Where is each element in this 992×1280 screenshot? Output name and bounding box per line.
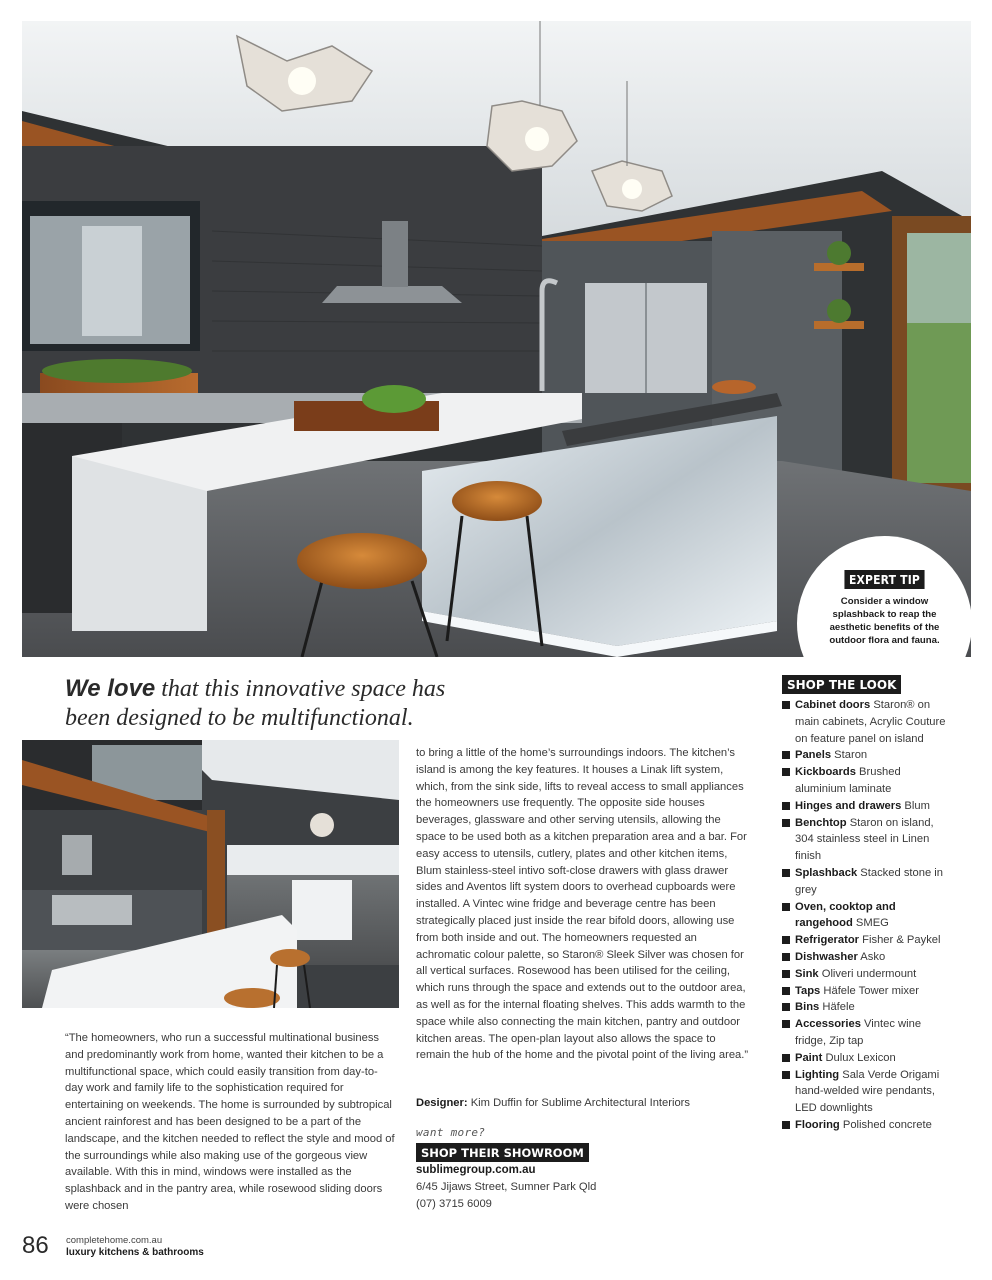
list-item: [781, 983, 951, 1000]
item-detail: Stacked stone in grey: [795, 866, 944, 896]
item-detail: Sala Verde Origami hand-welded wire pendants, LED downlights: [795, 1068, 940, 1115]
secondary-photo-illustration: [22, 740, 399, 1008]
list-item: [781, 865, 951, 899]
expert-tip-label: EXPERT TIP: [844, 570, 924, 589]
pull-quote: [65, 674, 485, 733]
shop-showroom-label: SHOP THEIR SHOWROOM: [416, 1143, 589, 1162]
item-detail: Fisher & Paykel: [859, 934, 941, 947]
item-term: Paint: [795, 1051, 823, 1064]
list-item: [781, 1117, 951, 1134]
showroom-address: 6/45 Jijaws Street, Sumner Park Qld: [416, 1181, 597, 1193]
list-item: [781, 747, 951, 764]
item-detail: Asko: [857, 950, 886, 963]
list-item: [781, 1067, 951, 1117]
item-term: Refrigerator: [795, 934, 860, 947]
shop-the-look-list: [781, 697, 951, 1134]
list-item: [781, 932, 951, 949]
item-detail: Staron on island, 304 stainless steel in Linen finish: [795, 816, 934, 863]
showroom-phone: (07) 3715 6009: [416, 1198, 492, 1210]
item-term: Taps: [795, 984, 821, 997]
item-detail: Vintec wine fridge, Zip tap: [795, 1018, 922, 1047]
list-item: [781, 949, 951, 966]
page-number: 86: [22, 1232, 49, 1259]
hero-photo: [22, 21, 971, 657]
item-term: Benchtop: [795, 816, 847, 829]
list-item: [781, 999, 951, 1016]
designer-credit: [416, 1097, 690, 1109]
footer-magazine-title: luxury kitchens & bathrooms: [66, 1247, 204, 1258]
item-term: Dishwasher: [795, 950, 858, 963]
secondary-photo: [22, 740, 399, 1008]
item-detail: Staron: [831, 749, 868, 762]
item-term: Lighting: [795, 1068, 840, 1081]
item-detail: Polished concrete: [839, 1118, 932, 1131]
item-detail: Häfele: [819, 1001, 855, 1014]
item-detail: Dulux Lexicon: [822, 1051, 896, 1064]
item-detail: Oliveri undermount: [818, 967, 917, 980]
list-item: [781, 1050, 951, 1067]
article-column-1: “The homeowners, who run a successful multinational business and predominantly work from home, wanted their kitchen to be a multifunctional space, which could easily transition from day-to-day work and family life to the sophistication required for entertaining on weekends. The home is surrounded by subtropical ancient rainforest and has been designed to be a part of the landscape, and the kitchen needed to reflect the style and mood of the surroundings while also making use of the gorgeous view available. With this in mind, windows were installed as the splashback and in the pantry area, while rosewood sliding doors were chosen: [65, 1032, 395, 1212]
item-term: Splashback: [795, 866, 858, 879]
article-column-2: to bring a little of the home’s surroundings indoors. The kitchen’s island is among the key features. It houses a Linak lift system, which, from the sink side, lifts to reveal access to small appliances the homeowners use frequently. The opposite side houses beverages, glassware and other serving utensils, allowing the space to be used both as a kitchen preparation area and a bar. For easy access to utensils, cutlery, plates and other kitchen items, Blum stainless-steel intivo soft-close drawers with glass drawer sides and Aventos lift system doors to overhead cupboards were installed. A Vintec wine fridge and beverage centre has been strategically placed just inside the rear bifold doors, allowing use from both inside and out. The homeowners requested an achromatic colour palette, so Staron® Sleek Silver was chosen for all vertical surfaces. Rosewood has been utilised for the ceiling, which runs through the space and extends out to the outdoor area, as well as for the internal floating shelves. This adds warmth to the space while also connecting the main kitchen, pantry and outdoor kitchen areas. The open-plan layout also allows the space to remain the hub of the home and the pivotal point of the living area.”: [416, 747, 749, 1062]
item-detail: Brushed aluminium laminate: [795, 766, 901, 795]
pull-quote-emphasis: We love: [65, 675, 156, 702]
pull-quote-text: that this innovative space has been designed to be multifunctional.: [65, 676, 446, 731]
item-term: Kickboards: [795, 766, 856, 779]
item-detail: Blum: [901, 799, 930, 812]
list-item: [781, 815, 951, 865]
item-term: Cabinet doors: [795, 699, 871, 711]
item-term: Accessories: [795, 1018, 861, 1031]
item-term: Sink: [795, 967, 819, 980]
item-detail: Staron® on main cabinets, Acrylic Couture on feature panel on island: [795, 699, 946, 745]
designer-value: Kim Duffin for Sublime Architectural Interiors: [467, 1097, 690, 1109]
item-detail: Häfele Tower mixer: [820, 984, 919, 997]
expert-tip-text: Consider a window splashback to reap the aesthetic benefits of the outdoor flora and fauna.: [829, 596, 940, 646]
item-term: Bins: [795, 1001, 820, 1014]
shop-the-look-label: SHOP THE LOOK: [782, 675, 901, 694]
item-term: Oven, cooktop and rangehood: [795, 900, 896, 930]
showroom-website-link[interactable]: sublimegroup.com.au: [416, 1164, 536, 1176]
designer-label: Designer:: [416, 1097, 468, 1109]
item-detail: SMEG: [852, 917, 889, 930]
item-term: Flooring: [795, 1118, 840, 1131]
footer-website: completehome.com.au: [66, 1235, 163, 1246]
list-item: [781, 1016, 951, 1050]
item-term: Panels: [795, 749, 832, 762]
item-term: Hinges and drawers: [795, 799, 902, 812]
list-item: [781, 764, 951, 798]
want-more-text: want more?: [416, 1126, 486, 1139]
list-item: [781, 798, 951, 815]
list-item: [781, 697, 951, 747]
list-item: [781, 899, 951, 933]
list-item: [781, 966, 951, 983]
